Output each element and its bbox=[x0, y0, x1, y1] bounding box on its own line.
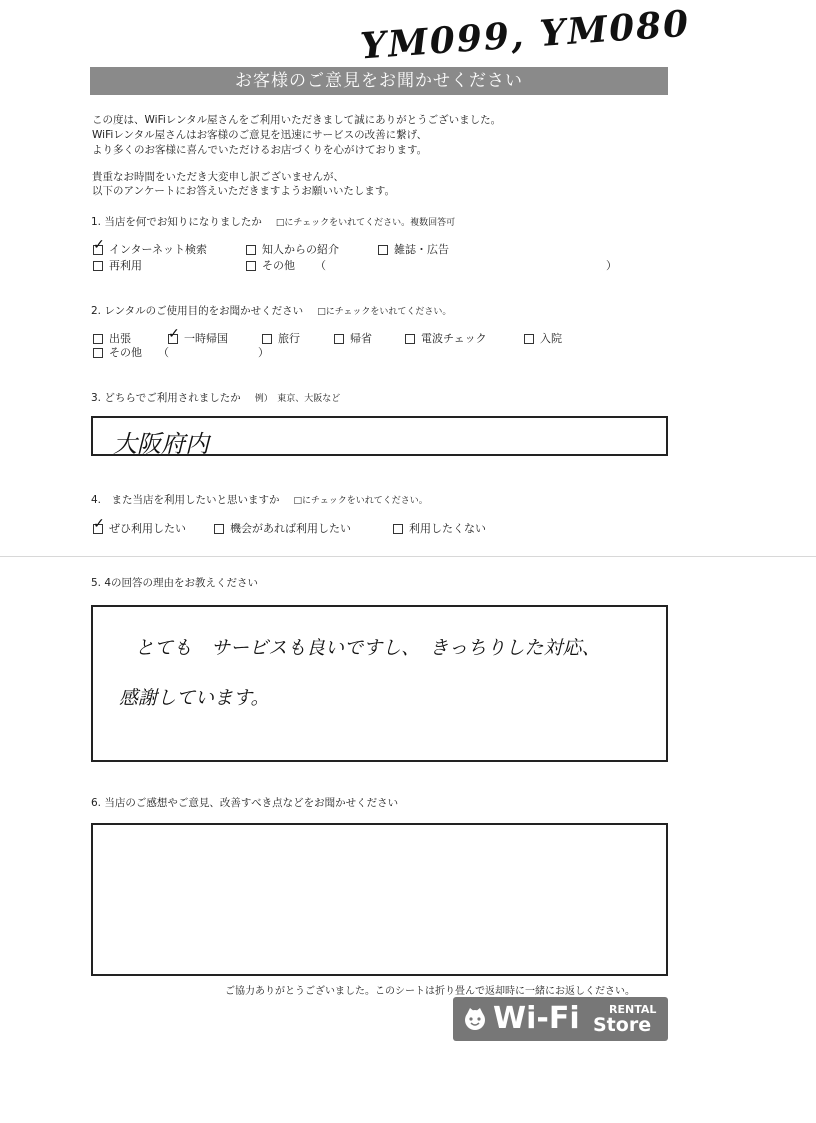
crown-icon bbox=[461, 1004, 489, 1032]
q2-label: 2. レンタルのご使用目的をお聞かせください bbox=[91, 305, 304, 317]
q1-heading bbox=[91, 214, 455, 229]
page-title: お客様のご意見をお聞かせください bbox=[90, 67, 668, 95]
q2-other-paren-open: （ bbox=[158, 346, 169, 359]
q3-answer: 大阪府内 bbox=[113, 430, 209, 458]
q4-option-no[interactable]: 利用したくない bbox=[393, 520, 486, 536]
intro-line-4: 貴重なお時間をいただき大変申し訳ございませんが、 bbox=[92, 171, 344, 183]
checkbox[interactable] bbox=[93, 237, 105, 255]
logo-wifi-text: Wi-Fi bbox=[493, 1001, 580, 1036]
q3-label: 3. どちらでご利用されましたか bbox=[91, 392, 241, 404]
q2-other-paren-close: ） bbox=[258, 346, 269, 359]
q5-label: 5. 4の回答の理由をお教えください bbox=[91, 577, 259, 589]
intro-line-1: この度は、WiFiレンタル屋さんをご利用いただきまして誠にありがとうございました。 bbox=[92, 114, 502, 126]
checkbox[interactable] bbox=[262, 334, 272, 344]
q2-option-signal-check[interactable]: 電波チェック bbox=[405, 330, 487, 346]
q1-label: 1. 当店を何でお知りになりましたか bbox=[91, 216, 262, 228]
q1-option-magazine[interactable]: 雑誌・広告 bbox=[378, 241, 449, 257]
checkbox[interactable] bbox=[334, 334, 344, 344]
q6-answer-box[interactable] bbox=[91, 823, 668, 976]
checkbox[interactable] bbox=[393, 524, 403, 534]
checkbox[interactable] bbox=[214, 524, 224, 534]
q4-option-definitely[interactable]: ✓ ぜひ利用したい bbox=[93, 516, 186, 535]
q4-heading bbox=[91, 492, 428, 507]
q6-label: 6. 当店のご感想やご意見、改善すべき点などをお聞かせください bbox=[91, 797, 399, 809]
q1-option-friend[interactable]: 知人からの紹介 bbox=[246, 241, 339, 257]
checkbox[interactable] bbox=[246, 245, 256, 255]
checkbox[interactable] bbox=[246, 261, 256, 271]
checkbox[interactable] bbox=[168, 326, 180, 344]
intro-line-3: より多くのお客様に喜んでいただけるお店づくりを心がけております。 bbox=[92, 144, 428, 156]
checkbox[interactable] bbox=[93, 261, 103, 271]
q3-heading bbox=[91, 390, 340, 405]
q3-answer-box[interactable] bbox=[91, 416, 668, 456]
checkbox[interactable] bbox=[378, 245, 388, 255]
q4-note: □にチェックをいれてください。 bbox=[293, 496, 428, 506]
logo-store-text: Store bbox=[593, 1014, 652, 1036]
intro-line-5: 以下のアンケートにお答えいただきますようお願いいたします。 bbox=[92, 185, 396, 197]
check-mark-icon: ✓ bbox=[168, 326, 180, 342]
logo-rental-text: RENTAL bbox=[609, 1003, 657, 1016]
checkbox[interactable] bbox=[93, 516, 105, 534]
q4-option-if-chance[interactable]: 機会があれば利用したい bbox=[214, 520, 351, 536]
checkbox[interactable] bbox=[93, 348, 103, 358]
q3-example: 例） 東京、大阪など bbox=[254, 394, 341, 404]
checkbox[interactable] bbox=[93, 334, 103, 344]
closing-message: ご協力ありがとうございました。このシートは折り畳んで返却時に一緒にお返しください。 bbox=[225, 986, 635, 997]
q4-label: 4. また当店を利用したいと思いますか bbox=[91, 494, 280, 506]
intro-line-2: WiFiレンタル屋さんはお客様のご意見を迅速にサービスの改善に繋げ、 bbox=[92, 129, 428, 141]
checkbox[interactable] bbox=[524, 334, 534, 344]
q2-option-travel[interactable]: 旅行 bbox=[262, 330, 300, 346]
q1-other-paren-open: （ bbox=[315, 259, 326, 272]
wifi-rental-store-logo bbox=[453, 997, 668, 1041]
q5-answer-box[interactable] bbox=[91, 605, 668, 762]
section-divider bbox=[0, 556, 816, 557]
q1-other-paren-close: ） bbox=[606, 259, 617, 272]
q1-option-reuse[interactable]: 再利用 bbox=[93, 257, 142, 273]
q2-option-homecoming[interactable]: 帰省 bbox=[334, 330, 372, 346]
q1-note: □にチェックをいれてください。複数回答可 bbox=[275, 218, 456, 228]
q2-note: □にチェックをいれてください。 bbox=[317, 307, 452, 317]
handwritten-reference: YM099, YM080 bbox=[358, 2, 692, 68]
q5-answer-line-2: 感謝しています。 bbox=[119, 687, 270, 709]
check-mark-icon: ✓ bbox=[93, 516, 105, 532]
q1-option-internet[interactable]: ✓ インターネット検索 bbox=[93, 237, 208, 256]
q2-option-business[interactable]: 出張 bbox=[93, 330, 131, 346]
q2-heading bbox=[91, 303, 451, 318]
q2-option-temporary-return[interactable]: ✓ 一時帰国 bbox=[168, 326, 228, 345]
q2-option-hospital[interactable]: 入院 bbox=[524, 330, 562, 346]
checkbox[interactable] bbox=[405, 334, 415, 344]
q1-option-other[interactable]: その他 bbox=[246, 257, 295, 273]
q2-option-other[interactable]: その他 bbox=[93, 344, 142, 360]
q5-answer-line-1: とても サービスも良いですし、 きっちりした対応、 bbox=[135, 637, 601, 659]
check-mark-icon: ✓ bbox=[93, 237, 105, 253]
